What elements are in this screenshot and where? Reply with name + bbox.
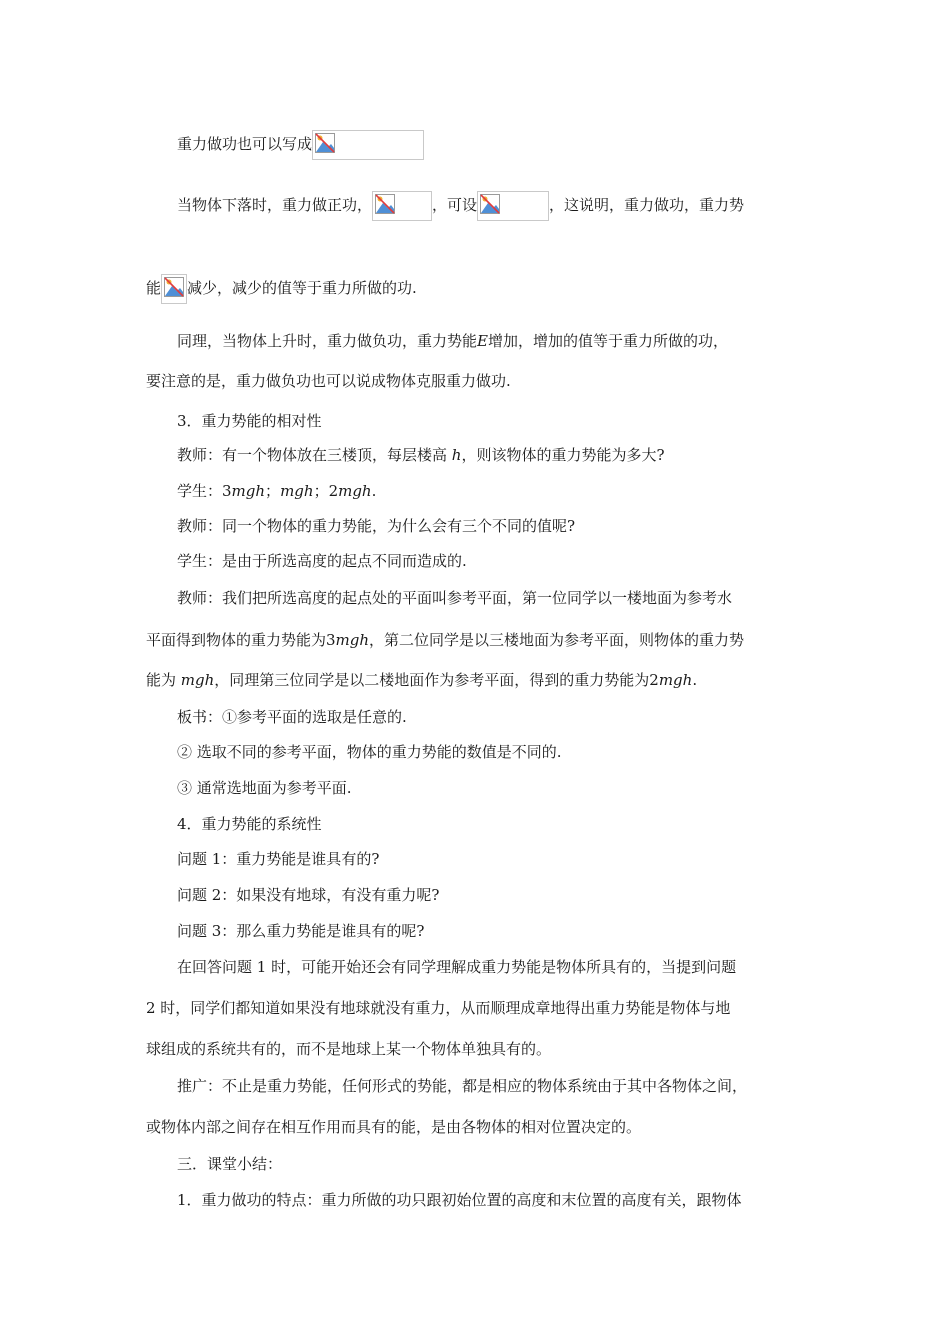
text: ，则该物体的重力势能为多大? xyxy=(461,446,665,464)
text: ，这说明，重力做功，重力势 xyxy=(549,196,745,214)
text: 2 时，同学们都知道如果没有地球就没有重力，从而顺理成章地得出重力势能是物体与地 xyxy=(146,999,731,1017)
text: 4．重力势能的系统性 xyxy=(177,815,322,833)
text: 在回答问题 1 时，可能开始还会有同学理解成重力势能是物体所具有的，当提到问题 xyxy=(177,958,737,976)
text: 能为 xyxy=(146,671,181,689)
paragraph-line xyxy=(177,445,665,465)
math-var: h xyxy=(451,446,462,464)
text: 1．重力做功的特点：重力所做的功只跟初始位置的高度和末位置的高度有关，跟物体 xyxy=(177,1191,742,1209)
text: ，同理第三位同学是以二楼地面作为参考平面，得到的重力势能为2 xyxy=(214,671,659,689)
text: 教师：同一个物体的重力势能，为什么会有三个不同的值呢? xyxy=(177,517,576,535)
math-var: mgh xyxy=(280,482,314,500)
paragraph-line xyxy=(177,481,376,501)
text: 当物体下落时，重力做正功， xyxy=(177,196,373,214)
math-var: mgh xyxy=(335,631,370,649)
text: 教师：我们把所选高度的起点处的平面叫参考平面，第一位同学以一楼地面为参考水 xyxy=(177,589,733,607)
text: ；2 xyxy=(313,482,339,500)
text: 要注意的是，重力做负功也可以说成物体克服重力做功. xyxy=(146,372,511,390)
paragraph-line xyxy=(177,551,467,571)
paragraph-line xyxy=(177,778,352,798)
broken-image-icon xyxy=(477,191,549,221)
paragraph-line xyxy=(177,849,379,869)
paragraph-line xyxy=(177,707,407,727)
paragraph-line xyxy=(146,630,744,650)
paragraph-line xyxy=(177,1076,747,1096)
paragraph-line xyxy=(177,191,745,214)
broken-image-icon xyxy=(372,191,432,221)
text: ； xyxy=(265,482,281,500)
paragraph-line xyxy=(177,588,732,608)
text: . xyxy=(371,482,377,500)
text: 能 xyxy=(146,279,162,297)
paragraph-line xyxy=(177,921,424,941)
text: . xyxy=(692,671,698,689)
paragraph-line xyxy=(177,516,575,536)
paragraph-line xyxy=(146,1039,551,1059)
text: 学生：是由于所选高度的起点不同而造成的. xyxy=(177,552,467,570)
paragraph-line xyxy=(146,1117,641,1137)
text: 学生：3 xyxy=(177,482,232,500)
math-var: mgh xyxy=(658,671,693,689)
text: 问题 1：重力势能是谁具有的? xyxy=(177,850,380,868)
math-var: mgh xyxy=(180,671,215,689)
text: 增加，增加的值等于重力所做的功， xyxy=(487,332,728,350)
math-var: mgh xyxy=(231,482,266,500)
paragraph-line xyxy=(146,371,511,391)
broken-image-icon xyxy=(161,274,187,304)
section-heading xyxy=(177,411,322,431)
text: 重力做功也可以写成 xyxy=(177,135,313,153)
math-var: mgh xyxy=(338,482,372,500)
math-var: E xyxy=(477,332,488,350)
text: ，第二位同学是以三楼地面为参考平面，则物体的重力势 xyxy=(369,631,745,649)
text: ② 选取不同的参考平面，物体的重力势能的数值是不同的. xyxy=(177,743,562,761)
text: 问题 2：如果没有地球，有没有重力呢? xyxy=(177,886,440,904)
text: 三．课堂小结： xyxy=(177,1155,283,1173)
text: 减少，减少的值等于重力所做的功. xyxy=(187,279,417,297)
text: ③ 通常选地面为参考平面. xyxy=(177,779,352,797)
text: 或物体内部之间存在相互作用而具有的能，是由各物体的相对位置决定的。 xyxy=(146,1118,642,1136)
text: 3．重力势能的相对性 xyxy=(177,412,322,430)
text: 问题 3：那么重力势能是谁具有的呢? xyxy=(177,922,425,940)
paragraph-line xyxy=(146,998,730,1018)
broken-image-icon xyxy=(312,130,424,160)
text: 教师：有一个物体放在三楼顶，每层楼高 xyxy=(177,446,452,464)
paragraph-line xyxy=(177,742,562,762)
paragraph-line xyxy=(146,274,417,297)
paragraph-line xyxy=(146,670,697,690)
section-heading xyxy=(177,814,322,834)
text: 平面得到物体的重力势能为3 xyxy=(146,631,336,649)
paragraph-line xyxy=(177,1190,742,1210)
paragraph-line xyxy=(177,957,736,977)
text: 板书：①参考平面的选取是任意的. xyxy=(177,708,407,726)
text: 同理，当物体上升时，重力做负功，重力势能 xyxy=(177,332,478,350)
section-heading xyxy=(177,1154,282,1174)
paragraph-line xyxy=(177,130,424,153)
text: 球组成的系统共有的，而不是地球上某一个物体单独具有的。 xyxy=(146,1040,552,1058)
paragraph-line xyxy=(177,331,728,351)
text: ，可设 xyxy=(432,196,478,214)
paragraph-line xyxy=(177,885,439,905)
text: 推广：不止是重力势能，任何形式的势能，都是相应的物体系统由于其中各物体之间， xyxy=(177,1077,748,1095)
